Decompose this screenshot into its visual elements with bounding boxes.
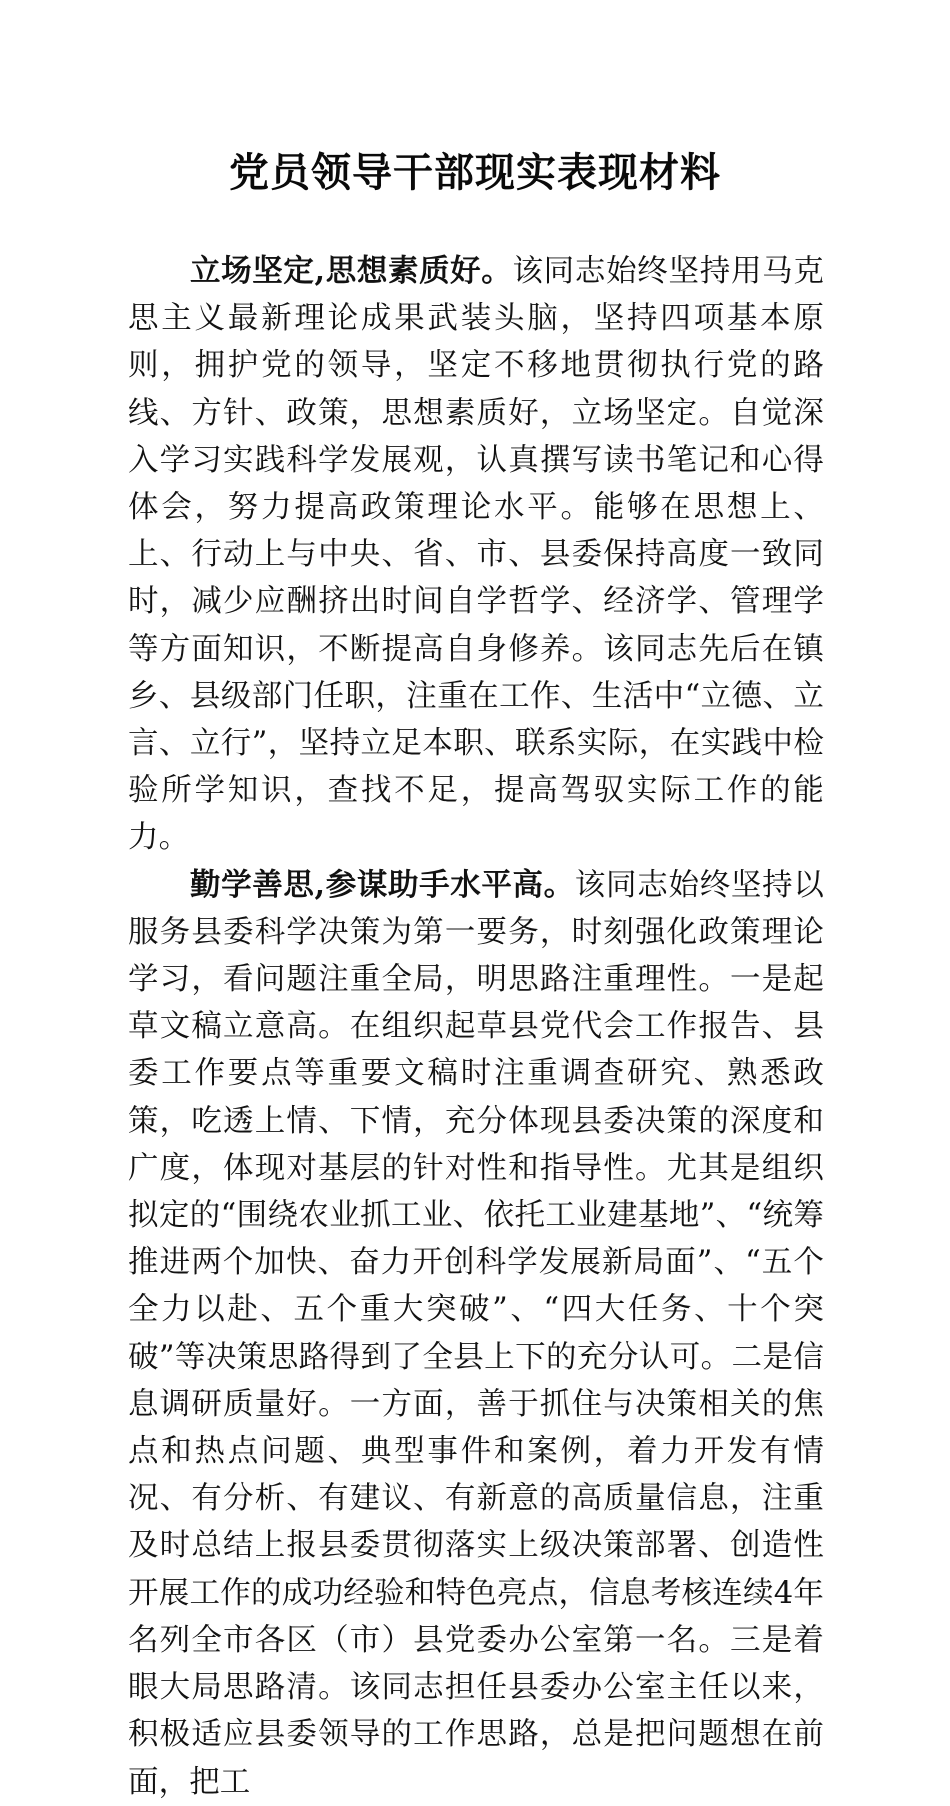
paragraph-1-text: 该同志始终坚持用马克思主义最新理论成果武装头脑，坚持四项基本原则，拥护党的领导，坚定不移地贯彻执行党的路线、方针、政策，思想素质好，立场坚定。自觉深入学习实践科学发展观，认真撰写读书笔记和心得体会，努力提高政策理论水平。能够在思想上、上、行动上与中央、省、市、县委保持高度一致同时，减少应酬挤出时间自学哲学、经济学、管理学等方面知识，不断提高自身修养。该同志先后在镇乡、县级部门任职，注重在工作、生活中“立德、立言、立行”，坚持立足本职、联系实际，在实践中检验所学知识，查找不足，提高驾驭实际工作的能力。 — [128, 254, 825, 856]
paragraph-2-lead: 勤学善思,参谋助手水平高。 — [190, 866, 575, 903]
document-body — [128, 248, 824, 1806]
paragraph-1 — [128, 248, 824, 862]
paragraph-2-text: 该同志始终坚持以服务县委科学决策为第一要务，时刻强化政策理论学习，看问题注重全局，明思路注重理性。一是起草文稿立意高。在组织起草县党代会工作报告、县委工作要点等重要文稿时注重调查研究、熟悉政策，吃透上情、下情，充分体现县委决策的深度和广度，体现对基层的针对性和指导性。尤其是组织拟定的“围绕农业抓工业、依托工业建基地”、“统筹推进两个加快、奋力开创科学发展新局面”、“五个全力以赴、五个重大突破”、“四大任务、十个突破”等决策思路得到了全县上下的充分认可。二是信息调研质量好。一方面，善于抓住与决策相关的焦点和热点问题、典型事件和案例，着力开发有情况、有分析、有建议、有新意的高质量信息，注重及时总结上报县委贯彻落实上级决策部署、创造性开展工作的成功经验和特色亮点，信息考核连续4年名列全市各区（市）县党委办公室第一名。三是着眼大局思路清。该同志担任县委办公室主任以来，积极适应县委领导的工作思路，总是把问题想在前面，把工 — [128, 867, 824, 1800]
paragraph-2 — [128, 862, 824, 1806]
paragraph-1-lead: 立场坚定,思想素质好。 — [190, 253, 513, 289]
page-title: 党员领导干部现实表现材料 — [229, 150, 721, 195]
